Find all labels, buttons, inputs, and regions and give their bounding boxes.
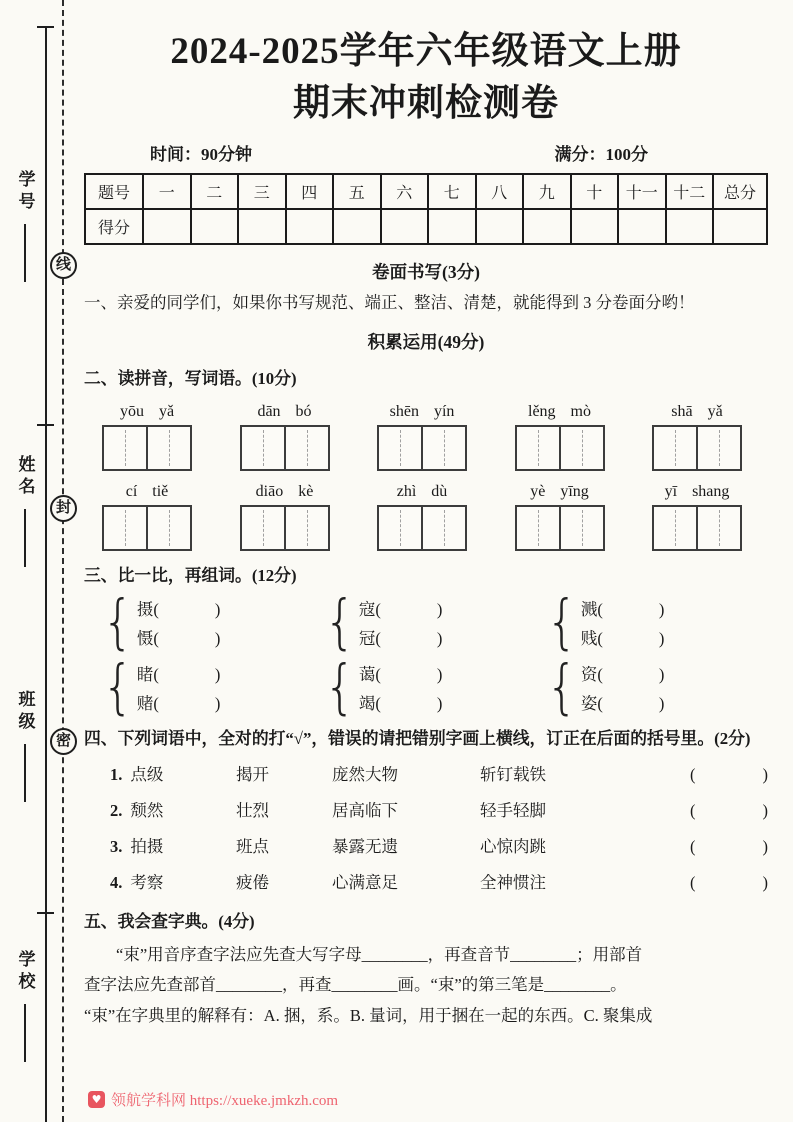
- score-cell: [571, 209, 619, 244]
- compare-char: 赌: [136, 693, 154, 713]
- correction-paren: [690, 869, 768, 897]
- score-cell: [476, 209, 524, 244]
- pinyin-syllable: bó: [295, 403, 312, 421]
- compare-char: 溅: [580, 599, 598, 619]
- paren-open: (: [690, 800, 696, 820]
- word-item: 心满意足: [332, 872, 398, 892]
- score-col: 七: [428, 174, 476, 209]
- score-col: 十一: [618, 174, 666, 209]
- writing-cell: [146, 427, 190, 469]
- compare-pair: [102, 653, 324, 722]
- writing-cell: [104, 507, 146, 549]
- score-cell: [523, 209, 571, 244]
- writing-box: [102, 425, 192, 471]
- paren-close: ): [658, 664, 665, 684]
- paren-open: (: [153, 664, 159, 684]
- row-number: 1.: [110, 764, 123, 784]
- writing-cell: [696, 427, 740, 469]
- correction-paren: [690, 797, 768, 825]
- writing-cell: [696, 507, 740, 549]
- score-table-header-row: [85, 174, 767, 209]
- paren-open: (: [375, 693, 381, 713]
- brace-glyph: {: [324, 653, 356, 722]
- exam-title-line1: 2024-2025学年六年级语文上册: [170, 31, 682, 72]
- word-item: 拍摄: [130, 836, 164, 856]
- compare-char: 寇: [358, 599, 376, 619]
- pinyin-syllable: dān: [257, 403, 281, 421]
- writing-cell: [559, 427, 603, 469]
- writing-box: [240, 425, 330, 471]
- word-item: 揭开: [236, 764, 269, 784]
- writing-box: [240, 505, 330, 551]
- word-item: 暴露无遗: [332, 836, 398, 856]
- score-cell: [381, 209, 429, 244]
- writing-cell: [242, 507, 284, 549]
- word-item: 疲倦: [236, 872, 269, 892]
- paren-close: ): [436, 664, 443, 684]
- paren-open: (: [690, 764, 696, 784]
- seal-dashed-line: [62, 0, 64, 1122]
- writing-box: [515, 425, 605, 471]
- score-col: 一: [143, 174, 191, 209]
- exam-title-line2: 期末冲刺检测卷: [293, 82, 559, 124]
- question-5-line: “束”用音序查字法应先查大写字母________，再查音节________；用部首: [116, 944, 643, 964]
- seal-circle-mi: 密: [50, 728, 77, 755]
- fill-in-line: [24, 509, 26, 567]
- score-cell: [286, 209, 334, 244]
- score-col: 五: [333, 174, 381, 209]
- pinyin-group: [240, 483, 330, 551]
- word-item: 考察: [130, 872, 164, 892]
- question-1-text: 一、亲爱的同学们，如果你书写规范、端正、整洁、清楚，就能得到 3 分卷面分哟！: [84, 292, 695, 312]
- seal-field-student-id: [11, 170, 39, 282]
- writing-cell: [242, 427, 284, 469]
- score-col: 六: [381, 174, 429, 209]
- writing-box: [652, 505, 742, 551]
- pinyin-group: [652, 483, 742, 551]
- pinyin-group: [240, 403, 330, 471]
- correction-paren: [690, 761, 768, 789]
- score-cell: [238, 209, 286, 244]
- correction-paren: [690, 833, 768, 861]
- paren-close: ): [214, 693, 221, 713]
- score-table: [84, 173, 768, 245]
- watermark-text: 领航学科网 https://xueke.jmkzh.com: [111, 1093, 339, 1109]
- seal-field-label: 姓名: [15, 455, 35, 499]
- score-col: 八: [476, 174, 524, 209]
- paren-close: ): [762, 872, 768, 892]
- paren-close: ): [762, 836, 768, 856]
- fill-in-line: [24, 744, 26, 802]
- pinyin-syllable: shang: [692, 483, 730, 501]
- pinyin-group: [102, 403, 192, 471]
- paren-close: ): [658, 693, 665, 713]
- pinyin-syllable: dù: [431, 483, 448, 501]
- ruler-tick: [37, 424, 54, 426]
- question-5-line: “束”在字典里的解释有：A. 捆，系。B. 量词，用于捆在一起的东西。C. 聚集成: [84, 1005, 653, 1025]
- writing-cell: [559, 507, 603, 549]
- pinyin-group: [377, 483, 467, 551]
- word-item: 庞然大物: [332, 764, 398, 784]
- writing-cell: [146, 507, 190, 549]
- writing-cell: [104, 427, 146, 469]
- score-table-row-label: 题号: [85, 174, 143, 209]
- paren-open: (: [597, 599, 603, 619]
- paren-close: ): [214, 664, 221, 684]
- score-cell: [666, 209, 714, 244]
- score-cell: [618, 209, 666, 244]
- word-item: 壮烈: [236, 800, 269, 820]
- seal-field-label: 学号: [15, 170, 35, 214]
- writing-cell: [379, 427, 421, 469]
- word-item: 心惊肉跳: [480, 836, 546, 856]
- paren-close: ): [436, 628, 443, 648]
- score-cell: [143, 209, 191, 244]
- compare-char: 睹: [136, 664, 154, 684]
- score-table-row-label: 得分: [85, 209, 143, 244]
- writing-box: [377, 505, 467, 551]
- fill-in-line: [24, 224, 26, 282]
- question-5-title: 五、我会查字典。(4分): [84, 911, 255, 931]
- word-item: 斩钉载铁: [480, 764, 546, 784]
- writing-cell: [654, 427, 696, 469]
- exam-info-row: [84, 140, 768, 165]
- writing-box: [515, 505, 605, 551]
- writing-box: [377, 425, 467, 471]
- pinyin-group: [102, 483, 192, 551]
- score-cell: [333, 209, 381, 244]
- pinyin-row-2: [84, 483, 768, 551]
- pinyin-syllable: yǎ: [707, 403, 723, 421]
- paren-close: ): [436, 599, 443, 619]
- exam-time: 时间：90分钟: [150, 144, 252, 164]
- compare-char: 冠: [358, 628, 376, 648]
- word-item: 居高临下: [332, 800, 398, 820]
- paren-open: (: [375, 628, 381, 648]
- site-watermark: [88, 1089, 338, 1110]
- score-cell: [713, 209, 767, 244]
- compare-pair: [324, 653, 546, 722]
- pinyin-syllable: shēn: [389, 403, 419, 421]
- paren-close: ): [658, 599, 665, 619]
- writing-cell: [379, 507, 421, 549]
- score-col: 二: [191, 174, 239, 209]
- row-number: 3.: [110, 836, 123, 856]
- section-heading-accumulation: 积累运用(49分): [367, 332, 485, 353]
- row-number: 4.: [110, 872, 123, 892]
- question-4-title: 四、下列词语中，全对的打“√”，错误的请把错别字画上横线，订正在后面的括号里。(2分): [84, 728, 751, 748]
- word-row-1: [84, 761, 768, 789]
- ruler-tick: [37, 26, 54, 28]
- pinyin-group: [652, 403, 742, 471]
- compare-char: 资: [580, 664, 598, 684]
- paren-open: (: [375, 664, 381, 684]
- word-row-2: [84, 797, 768, 825]
- pinyin-syllable: tiě: [152, 483, 169, 501]
- brace-glyph: {: [102, 588, 134, 657]
- question-2-title: 二、读拼音，写词语。(10分): [84, 369, 297, 389]
- pinyin-group: [515, 483, 605, 551]
- writing-cell: [654, 507, 696, 549]
- fill-in-line: [24, 1004, 26, 1062]
- pinyin-syllable: mò: [570, 403, 591, 421]
- word-item: 班点: [236, 836, 269, 856]
- word-item: 轻手轻脚: [480, 800, 546, 820]
- paren-open: (: [690, 836, 696, 856]
- word-item: 颓然: [130, 800, 164, 820]
- compare-char: 慑: [136, 628, 154, 648]
- writing-cell: [421, 427, 465, 469]
- score-col-total: 总分: [713, 174, 767, 209]
- pinyin-syllable: yè: [530, 483, 546, 501]
- seal-field-school: [11, 950, 39, 1062]
- word-row-3: [84, 833, 768, 861]
- score-col: 十: [571, 174, 619, 209]
- paren-close: ): [214, 599, 221, 619]
- compare-char: 摄: [136, 599, 154, 619]
- brace-glyph: {: [324, 588, 356, 657]
- compare-pair: [546, 588, 768, 657]
- writing-cell: [421, 507, 465, 549]
- pinyin-row-1: [84, 403, 768, 471]
- paren-close: ): [214, 628, 221, 648]
- paren-open: (: [153, 628, 159, 648]
- seal-field-class: [11, 690, 39, 802]
- paren-open: (: [153, 693, 159, 713]
- paren-open: (: [375, 599, 381, 619]
- pinyin-syllable: yōu: [119, 403, 144, 421]
- pinyin-syllable: yín: [433, 403, 455, 421]
- seal-circle-xian: 线: [50, 252, 77, 279]
- writing-cell: [284, 507, 328, 549]
- section-heading-handwriting: 卷面书写(3分): [372, 261, 480, 282]
- paren-open: (: [153, 599, 159, 619]
- binding-line: [45, 26, 47, 1122]
- pinyin-syllable: shā: [671, 403, 693, 421]
- row-number: 2.: [110, 800, 123, 820]
- writing-box: [652, 425, 742, 471]
- word-item: 点级: [130, 764, 164, 784]
- writing-cell: [517, 427, 559, 469]
- paren-open: (: [597, 628, 603, 648]
- ruler-tick: [37, 912, 54, 914]
- question-5-line: 查字法应先查部首________，再查________画。“束”的第三笔是________。: [84, 975, 627, 995]
- score-col: 九: [523, 174, 571, 209]
- compare-char: 姿: [580, 693, 598, 713]
- compare-char: 贱: [580, 628, 598, 648]
- pinyin-syllable: cí: [125, 483, 138, 501]
- writing-box: [102, 505, 192, 551]
- paren-open: (: [597, 693, 603, 713]
- pinyin-syllable: kè: [298, 483, 314, 501]
- compare-pair: [102, 588, 324, 657]
- paren-close: ): [658, 628, 665, 648]
- brace-glyph: {: [102, 653, 134, 722]
- brace-glyph: {: [546, 653, 578, 722]
- exam-full-score: 满分：100分: [554, 144, 648, 164]
- pinyin-syllable: yī: [664, 483, 678, 501]
- pinyin-syllable: diāo: [255, 483, 284, 501]
- word-row-4: [84, 869, 768, 897]
- score-col: 十二: [666, 174, 714, 209]
- pinyin-syllable: yīng: [560, 483, 589, 501]
- question-5-body: [84, 940, 768, 1032]
- seal-field-label: 学校: [15, 950, 35, 994]
- paren-close: ): [762, 764, 768, 784]
- word-item: 全神惯注: [480, 872, 546, 892]
- pinyin-syllable: zhì: [396, 483, 417, 501]
- brace-glyph: {: [546, 588, 578, 657]
- score-cell: [428, 209, 476, 244]
- exam-content: [84, 26, 768, 1031]
- seal-field-name: [11, 455, 39, 567]
- writing-cell: [517, 507, 559, 549]
- question-3-title: 三、比一比，再组词。(12分): [84, 566, 297, 586]
- pinyin-syllable: yǎ: [158, 403, 175, 421]
- pinyin-group: [377, 403, 467, 471]
- pinyin-group: [515, 403, 605, 471]
- seal-circle-feng: 封: [50, 495, 77, 522]
- compare-pairs-grid: [84, 588, 768, 722]
- score-cell: [191, 209, 239, 244]
- pinyin-syllable: lěng: [528, 403, 556, 421]
- writing-cell: [284, 427, 328, 469]
- paren-open: (: [597, 664, 603, 684]
- paren-close: ): [436, 693, 443, 713]
- compare-pair: [546, 653, 768, 722]
- seal-field-label: 班级: [15, 690, 35, 734]
- score-col: 三: [238, 174, 286, 209]
- compare-char: 竭: [358, 693, 376, 713]
- score-table-score-row: [85, 209, 767, 244]
- compare-char: 蔼: [358, 664, 376, 684]
- score-col: 四: [286, 174, 334, 209]
- paren-open: (: [690, 872, 696, 892]
- paren-close: ): [762, 800, 768, 820]
- heart-logo-icon: ♥: [88, 1091, 105, 1108]
- compare-pair: [324, 588, 546, 657]
